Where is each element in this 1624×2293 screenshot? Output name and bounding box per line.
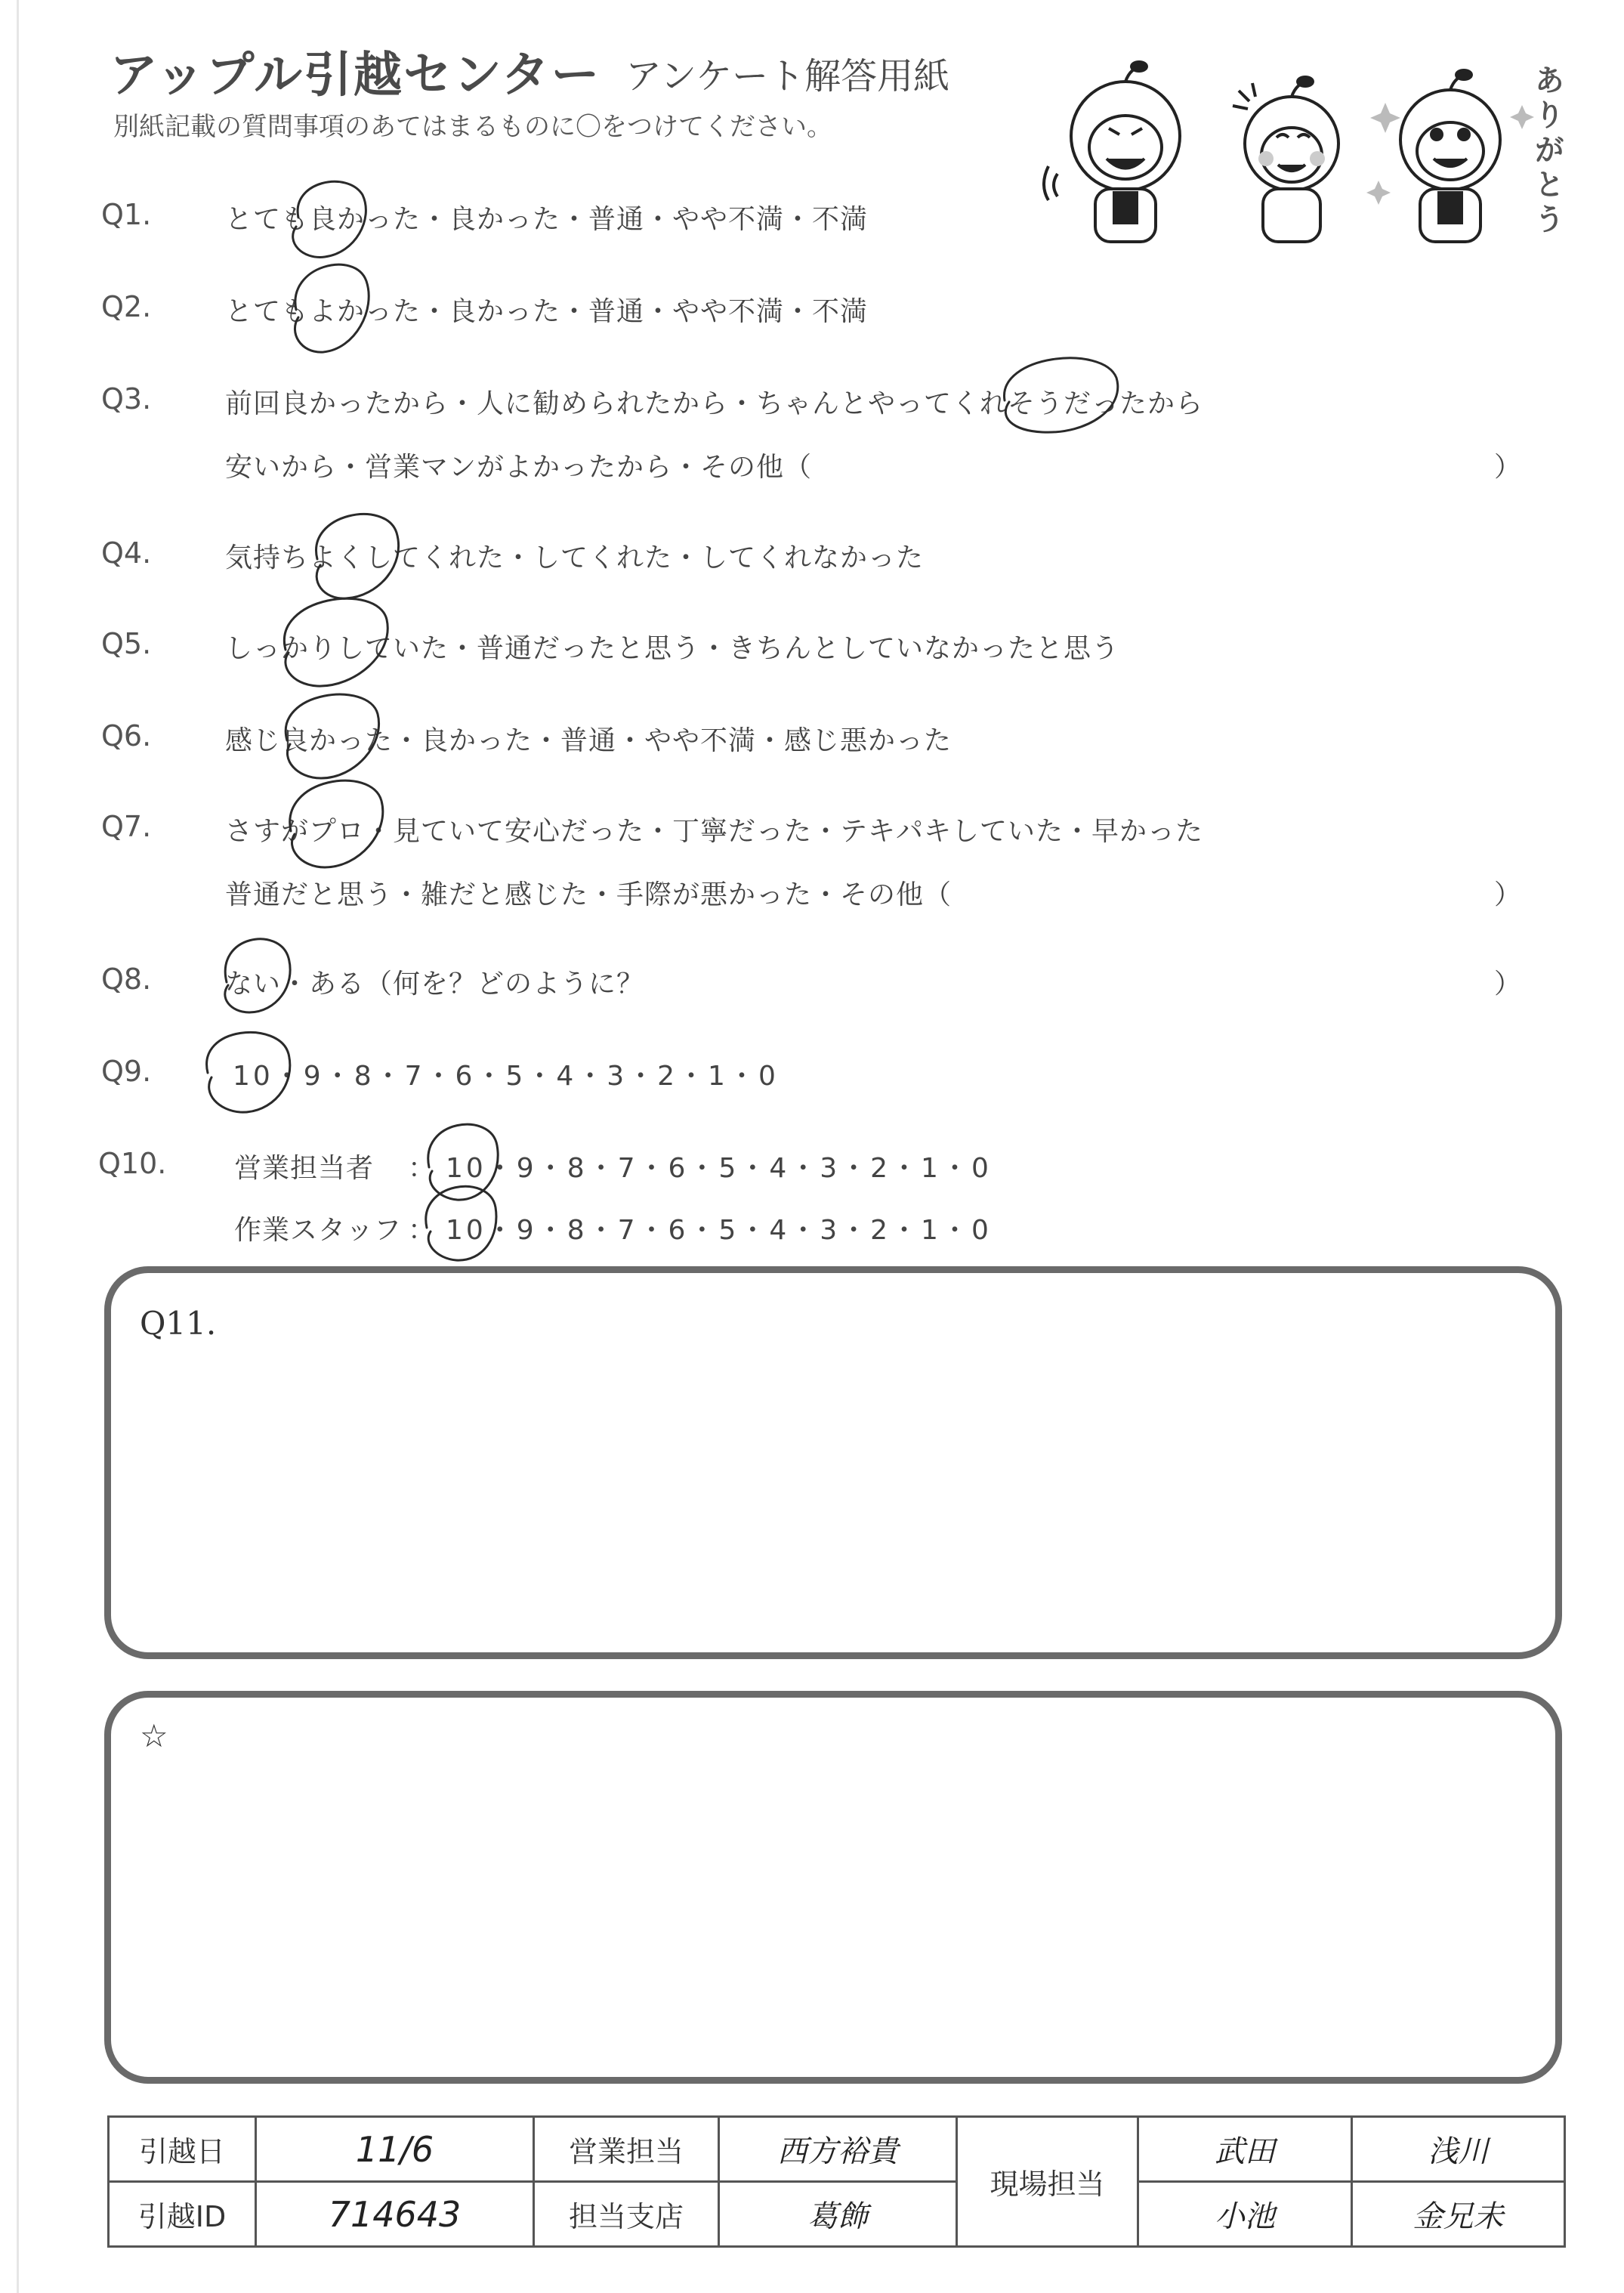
q8-close-paren: ）	[1494, 969, 1522, 1000]
q7-number: Q7.	[101, 810, 152, 843]
q4-options: 気持ちよくしてくれた・してくれた・してくれなかった	[225, 542, 925, 573]
q10-sales-label: 営業担当者	[234, 1153, 375, 1184]
q9-circle-mark	[207, 1032, 290, 1112]
q2-circle-mark	[295, 264, 369, 352]
branch-value: 葛飾	[807, 2199, 868, 2234]
site-staff-2: 浅川	[1428, 2134, 1489, 2169]
branch-label: 担当支店	[568, 2200, 684, 2233]
site-staff-1: 武田	[1215, 2134, 1275, 2169]
q3-close-paren: ）	[1494, 452, 1522, 483]
move-id-value: 714643	[328, 2193, 462, 2235]
q6-options: 感じ良かった・良かった・普通・やや不満・感じ悪かった	[225, 725, 952, 756]
form-subtitle: アンケート解答用紙	[625, 55, 950, 97]
q3-circle-mark	[1004, 358, 1117, 432]
q7-options-line2: 普通だと思う・雑だと感じた・手際が悪かった・その他（	[225, 879, 952, 910]
q10-sales-scale: 10・9・8・7・6・5・4・3・2・1・0	[446, 1153, 992, 1184]
q1-options: とても良かった・良かった・普通・やや不満・不満	[225, 204, 869, 235]
q7-close-paren: ）	[1494, 879, 1522, 910]
q8-number: Q8.	[101, 963, 152, 996]
q10-number: Q10.	[98, 1147, 167, 1180]
q3-number: Q3.	[101, 382, 152, 416]
move-date-value: 11/6	[355, 2128, 434, 2170]
site-staff-3: 小池	[1215, 2199, 1275, 2234]
q10-sales-circle-mark	[428, 1124, 498, 1200]
q9-number: Q9.	[101, 1055, 152, 1088]
q10-staff-label: 作業スタッフ	[234, 1215, 403, 1246]
q1-circle-mark	[293, 181, 366, 257]
q4-number: Q4.	[101, 536, 152, 570]
q7-options-line1: さすがプロ・見ていて安心だった・丁寧だった・テキパキしていた・早かった	[225, 816, 1204, 847]
sales-rep-label: 営業担当	[568, 2135, 684, 2168]
q10-staff-circle-mark	[426, 1186, 496, 1260]
q2-options: とてもよかった・良かった・普通・やや不満・不満	[225, 296, 869, 327]
q4-circle-mark	[316, 514, 399, 598]
site-staff-label: 現場担当	[990, 2168, 1105, 2201]
q10-staff-scale: 10・9・8・7・6・5・4・3・2・1・0	[446, 1215, 992, 1246]
q2-number: Q2.	[101, 290, 152, 323]
q9-scale: 10・9・8・7・6・5・4・3・2・1・0	[233, 1061, 779, 1092]
q8-circle-mark	[225, 939, 290, 1012]
site-staff-4: 金兄未	[1413, 2199, 1504, 2234]
sales-rep-value: 西方裕貴	[777, 2134, 898, 2169]
q7-circle-mark	[290, 780, 383, 867]
q10-staff-colon: ：	[408, 1215, 437, 1246]
move-date-label: 引越日	[138, 2135, 225, 2168]
q10-sales-colon: ：	[408, 1153, 437, 1184]
q3-options-line2: 安いから・営業マンがよかったから・その他（	[225, 452, 813, 483]
q3-options-line1: 前回良かったから・人に勧められたから・ちゃんとやってくれそうだったから	[225, 388, 1204, 419]
q1-number: Q1.	[101, 198, 152, 231]
q5-options: しっかりしていた・普通だったと思う・きちんとしていなかったと思う	[225, 633, 1120, 664]
brand-title: アップル引越センター	[110, 48, 601, 104]
q6-number: Q6.	[101, 719, 152, 752]
q5-circle-mark	[284, 598, 387, 686]
q11-label: Q11.	[140, 1305, 217, 1342]
instructions: 別紙記載の質問事項のあてはまるものに〇をつけてください。	[113, 112, 832, 142]
star-label: ☆	[140, 1717, 168, 1754]
q6-circle-mark	[286, 694, 378, 778]
q8-options: ない・ある（何を？どのように？	[225, 969, 645, 1000]
move-id-label: 引越ID	[137, 2200, 227, 2233]
thank-you-caption: ありがとう	[1530, 64, 1564, 238]
q5-number: Q5.	[101, 627, 152, 660]
